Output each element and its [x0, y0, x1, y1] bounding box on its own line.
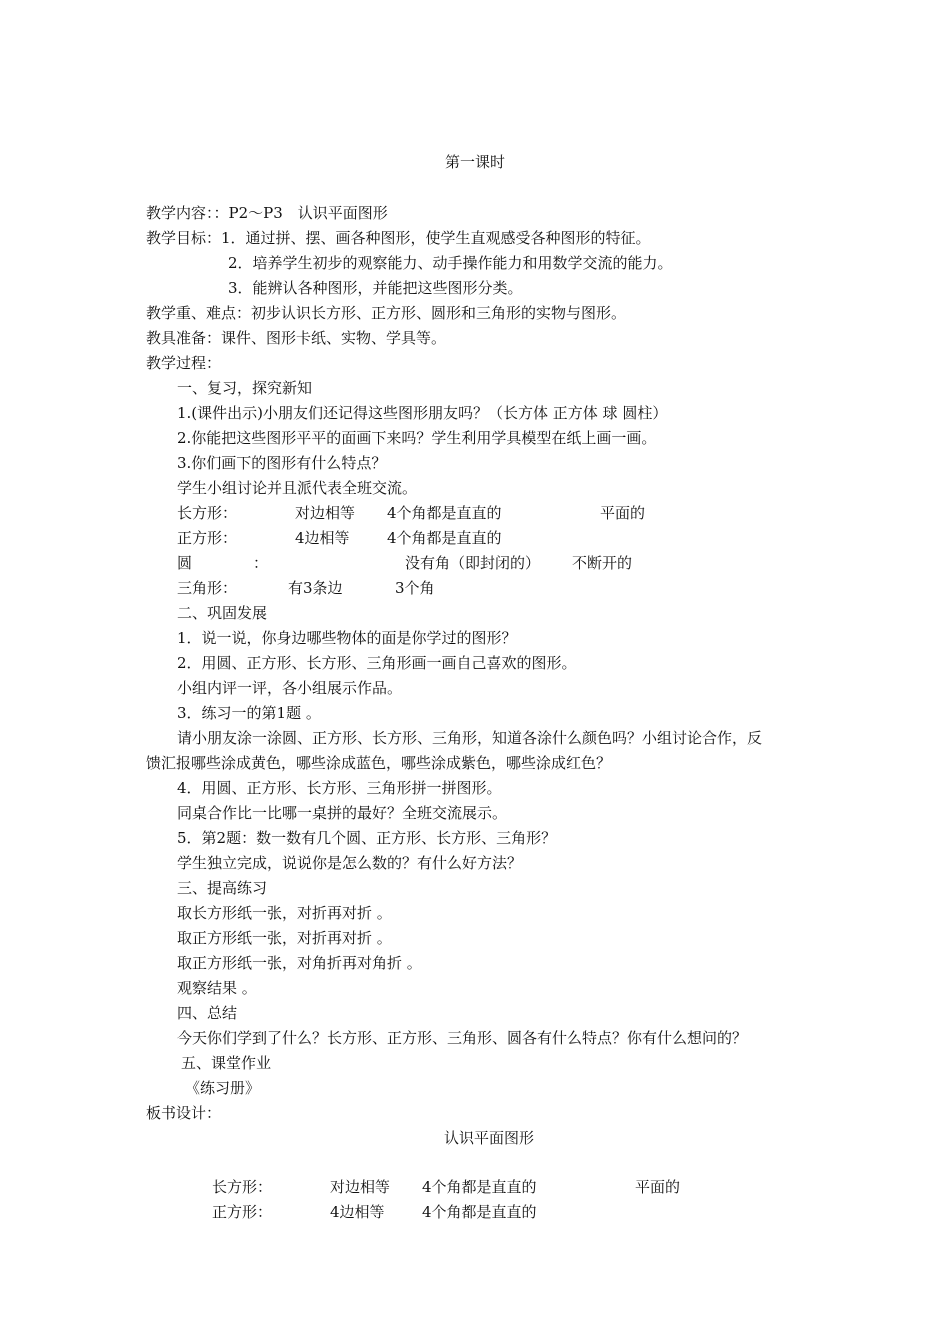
- section-1-item-3: 3.你们画下的图形有什么特点？: [177, 454, 387, 472]
- teaching-tools: 教具准备：课件、图形卡纸、实物、学具等。: [146, 329, 447, 347]
- shape-rect-a: 对边相等: [295, 504, 356, 522]
- section-2-item-3: 3．练习一的第1题 。: [177, 704, 321, 722]
- lesson-title: 第一课时: [444, 153, 505, 171]
- section-1-heading: 一、复习，探究新知: [177, 379, 313, 397]
- process-label: 教学过程：: [146, 354, 222, 372]
- section-5-heading: 五、课堂作业: [181, 1054, 272, 1072]
- board-square-a: 4边相等: [330, 1203, 385, 1221]
- board-rect-name: 长方形：: [212, 1178, 273, 1196]
- section-2-heading: 二、巩固发展: [177, 604, 268, 622]
- board-square-name: 正方形：: [212, 1203, 273, 1221]
- shape-rect-b: 4个角都是直直的: [387, 504, 502, 522]
- section-4-item-1: 今天你们学到了什么？长方形、正方形、三角形、圆各有什么特点？你有什么想问的？: [177, 1029, 748, 1047]
- board-rect-a: 对边相等: [330, 1178, 391, 1196]
- section-3-heading: 三、提高练习: [177, 879, 268, 897]
- section-2-item-3b-line1: 请小朋友涂一涂圆、正方形、长方形、三角形，知道各涂什么颜色吗？小组讨论合作，反: [177, 729, 763, 747]
- section-2-item-5b: 学生独立完成，说说你是怎么数的？有什么好方法？: [177, 854, 523, 872]
- section-3-item-2: 取正方形纸一张，对折再对折 。: [177, 929, 392, 947]
- teaching-goal-3: 3．能辨认各种图形，并能把这些图形分类。: [228, 279, 523, 297]
- section-3-item-3: 取正方形纸一张，对角折再对角折 。: [177, 954, 422, 972]
- board-title: 认识平面图形: [444, 1129, 535, 1147]
- section-4-heading: 四、总结: [177, 1004, 238, 1022]
- shape-circle-colon: ：: [253, 554, 269, 572]
- board-square-b: 4个角都是直直的: [422, 1203, 537, 1221]
- key-points: 教学重、难点：初步认识长方形、正方形、圆形和三角形的实物与图形。: [146, 304, 627, 322]
- shape-square-a: 4边相等: [295, 529, 350, 547]
- section-2-item-4: 4．用圆、正方形、长方形、三角形拼一拼图形。: [177, 779, 502, 797]
- shape-square-name: 正方形：: [177, 529, 238, 547]
- board-design-label: 板书设计：: [146, 1104, 222, 1122]
- section-5-item-1: 《练习册》: [185, 1079, 261, 1097]
- shape-tri-b: 3个角: [395, 579, 435, 597]
- shape-tri-a: 有3条边: [288, 579, 343, 597]
- section-2-item-2: 2．用圆、正方形、长方形、三角形画一画自己喜欢的图形。: [177, 654, 577, 672]
- board-rect-c: 平面的: [635, 1178, 681, 1196]
- section-2-item-3b-line2: 馈汇报哪些涂成黄色，哪些涂成蓝色，哪些涂成紫色，哪些涂成红色？: [146, 754, 612, 772]
- shape-circle-name: 圆: [177, 554, 193, 572]
- shape-circle-b: 不断开的: [572, 554, 633, 572]
- teaching-content: 教学内容：：P2～P3 认识平面图形: [146, 204, 388, 222]
- section-2-item-1: 1．说一说，你身边哪些物体的面是你学过的图形？: [177, 629, 517, 647]
- section-1-item-1: 1.(课件出示)小朋友们还记得这些图形朋友吗？（长方体 正方体 球 圆柱）: [177, 404, 668, 422]
- teaching-goal-2: 2．培养学生初步的观察能力、动手操作能力和用数学交流的能力。: [228, 254, 673, 272]
- section-3-item-1: 取长方形纸一张，对折再对折 。: [177, 904, 392, 922]
- section-1-item-4: 学生小组讨论并且派代表全班交流。: [177, 479, 418, 497]
- section-1-item-2: 2.你能把这些图形平平的面画下来吗？学生利用学具模型在纸上画一画。: [177, 429, 657, 447]
- section-2-item-4b: 同桌合作比一比哪一桌拼的最好？全班交流展示。: [177, 804, 508, 822]
- teaching-goal-1: 教学目标：1．通过拼、摆、画各种图形，使学生直观感受各种图形的特征。: [146, 229, 651, 247]
- shape-rect-name: 长方形：: [177, 504, 238, 522]
- shape-rect-c: 平面的: [600, 504, 646, 522]
- shape-tri-name: 三角形：: [177, 579, 238, 597]
- section-3-item-4: 观察结果 。: [177, 979, 257, 997]
- shape-square-b: 4个角都是直直的: [387, 529, 502, 547]
- board-rect-b: 4个角都是直直的: [422, 1178, 537, 1196]
- section-2-item-2b: 小组内评一评，各小组展示作品。: [177, 679, 403, 697]
- section-2-item-5: 5．第2题：数一数有几个圆、正方形、长方形、三角形？: [177, 829, 557, 847]
- shape-circle-a: 没有角（即封闭的）: [405, 554, 541, 572]
